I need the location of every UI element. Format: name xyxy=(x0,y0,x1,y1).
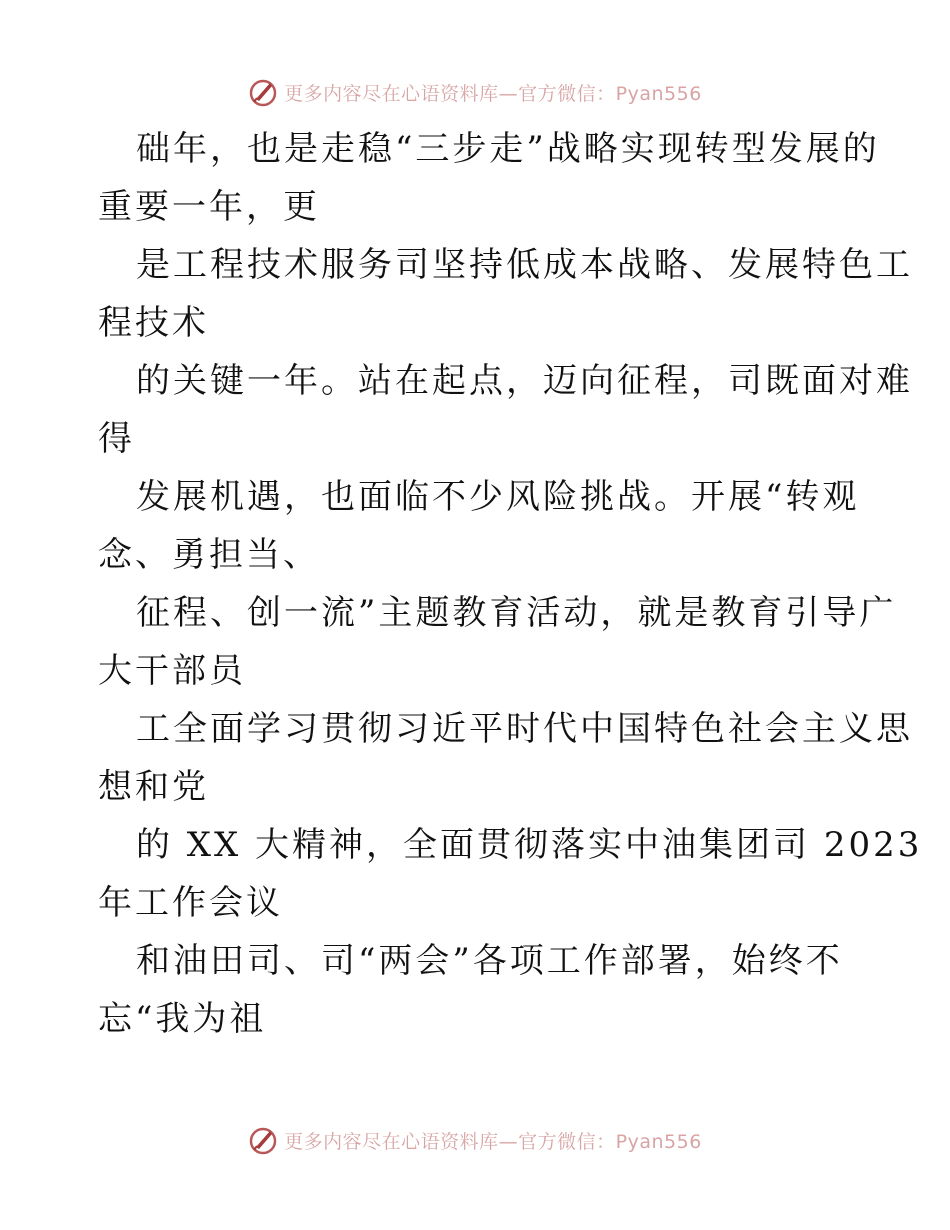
text-line: 念、勇担当、 xyxy=(98,535,320,575)
watermark-text xyxy=(284,1127,702,1154)
text-line: 发展机遇，也面临不少风险挑战。开展“转观 xyxy=(136,477,860,517)
watermark-text xyxy=(284,79,702,106)
text-line: 重要一年，更 xyxy=(98,187,320,227)
document-body xyxy=(98,120,923,1048)
text-line: 得 xyxy=(98,419,135,459)
text-line: 的 XX 大精神，全面贯彻落实中油集团司 2023 xyxy=(136,825,923,865)
watermark-sep: — xyxy=(498,1130,519,1153)
text-line: 和油田司、司“两会”各项工作部署，始终不 xyxy=(136,941,843,981)
text-line: 年工作会议 xyxy=(98,883,283,923)
text-line: 大干部员 xyxy=(98,651,246,691)
text-line: 础年，也是走稳“三步走”战略实现转型发展的 xyxy=(136,129,880,169)
text-line: 工全面学习贯彻习近平时代中国特色社会主义思 xyxy=(136,709,913,749)
footer-watermark xyxy=(0,1120,950,1160)
watermark-tail: 官方微信：Pyan556 xyxy=(518,82,702,105)
watermark-main: 更多内容尽在心语资料库 xyxy=(284,1130,499,1153)
watermark-sep: — xyxy=(498,82,519,105)
quill-pen-logo-icon xyxy=(248,77,278,107)
text-line: 征程、创一流”主题教育活动，就是教育引导广 xyxy=(136,593,897,633)
watermark-main: 更多内容尽在心语资料库 xyxy=(284,82,499,105)
text-line: 想和党 xyxy=(98,767,209,807)
text-line: 的关键一年。站在起点，迈向征程，司既面对难 xyxy=(136,361,913,401)
text-line: 是工程技术服务司坚持低成本战略、发展特色工 xyxy=(136,245,913,285)
text-line: 忘“我为祖 xyxy=(98,999,267,1039)
quill-pen-logo-icon xyxy=(248,1125,278,1155)
watermark-tail: 官方微信：Pyan556 xyxy=(518,1130,702,1153)
text-line: 程技术 xyxy=(98,303,209,343)
header-watermark xyxy=(0,72,950,112)
